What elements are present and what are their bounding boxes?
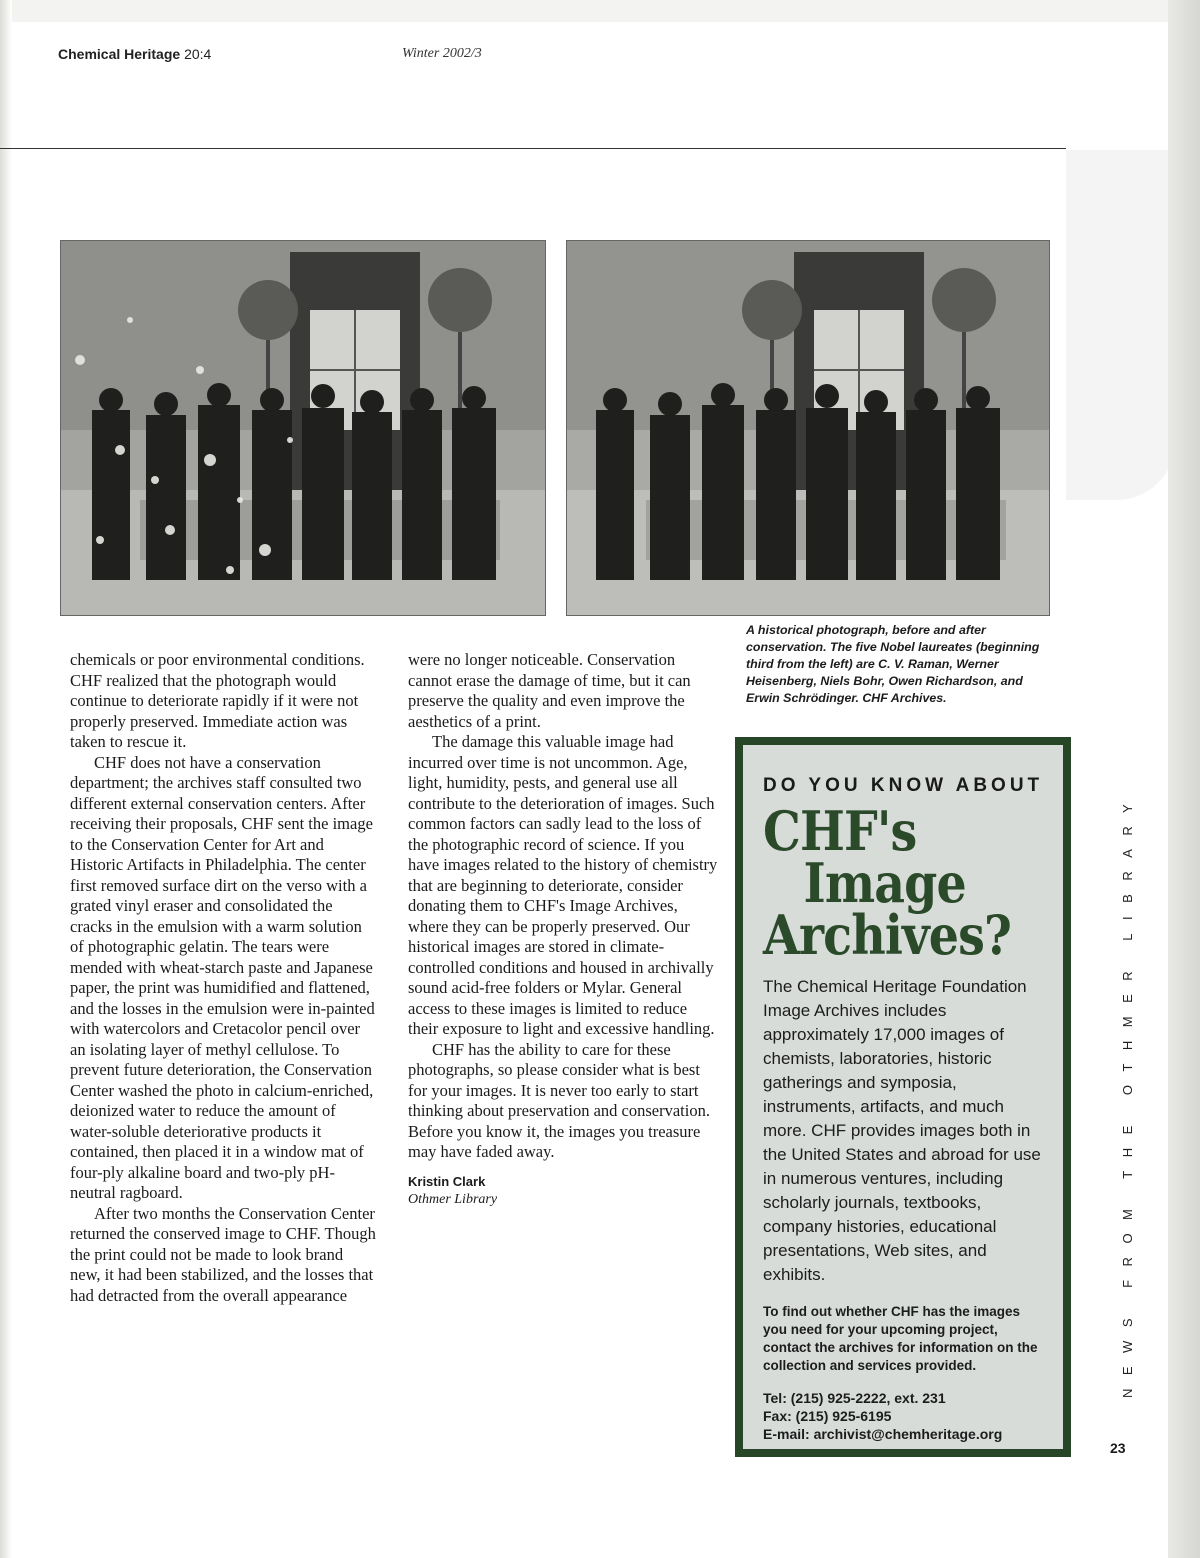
photo-caption: A historical photograph, before and after conservation. The five Nobel laureates (beginning third from the left) are C. V. Raman, Werner Heisenberg, Niels Bohr, Owen Richardson, and Erwin Schrödinger. CHF Archives.: [746, 623, 1040, 705]
ad-panel: [743, 745, 1063, 1449]
ad-title-line-1: CHF's: [763, 799, 917, 863]
bleed-through-shape: [1066, 150, 1176, 500]
ad-title-line-2: Image: [803, 851, 966, 915]
author-name: Kristin Clark: [408, 1173, 486, 1189]
ad-title-line-3: Archives?: [763, 903, 1011, 967]
article-column-1: [70, 650, 376, 1306]
paragraph: CHF has the ability to care for these photographs, so please consider what is best for your images. It is never too early to start thinking about preservation and conservation. Before you know it, the images you treasure may have faded away.: [408, 1039, 710, 1161]
page-right-edge: [1168, 0, 1200, 1558]
ad-title: [763, 799, 1011, 967]
paragraph: were no longer noticeable. Conservation cannot erase the damage of time, but it can preserve the quality and even improve the aesthetics of a print.: [408, 650, 691, 731]
page-number: 23: [1110, 1440, 1126, 1456]
photo-after-conservation: [566, 240, 1050, 616]
page-top-edge: [0, 0, 1200, 22]
image-archives-ad: [735, 737, 1071, 1457]
ad-kicker: DO YOU KNOW ABOUT: [763, 775, 1044, 796]
paragraph: After two months the Conservation Center returned the conserved image to CHF. Though the print could not be made to look brand new, it had been stabilized, and the losses that had detracted from the overall appearance: [70, 1203, 376, 1305]
fax: Fax: (215) 925-6195: [763, 1408, 892, 1424]
paragraph: CHF does not have a conservation department; the archives staff consulted two different external conservation centers. After receiving their proposals, CHF sent the image to the Conservation Center for Art and Historic Artifacts in Philadelphia. The center first removed surface dirt on the verso with a grated vinyl eraser and consolidated the cracks in the emulsion with a warm solution of photographic gelatin. The tears were mended with wheat-starch paste and Japanese paper, the print was humidified and flattened, and the losses in the emulsion were in-painted with watercolors and Cretacolor pencil over an isolating layer of methyl cellulose. To prevent future deterioration, the Conservation Center washed the photo in calcium-enriched, deionized water to reduce the amount of water-soluble deteriorative products it contained, then placed it in a window mat of four-ply alkaline board and two-ply pH-neutral ragboard.: [70, 752, 375, 1202]
section-label: NEWS FROM THE OTHMER LIBRARY: [1120, 790, 1135, 1398]
issue-season: Winter 2002/3: [402, 46, 482, 61]
journal-name: Chemical Heritage: [58, 46, 181, 62]
ad-body: The Chemical Heritage Foundation Image Archives includes approximately 17,000 images of chemists, laboratories, historic gatherings and symposia, instruments, artifacts, and much more. CHF provides images both in the United States and abroad for use in numerous ventures, including scholarly journals, textbooks, company histories, educational presentations, Web sites, and exhibits.: [763, 977, 1041, 1284]
paragraph: The damage this valuable image had incurred over time is not uncommon. Age, light, humidity, pests, and general use all contribute to the deterioration of images. Such common factors can sadly lead to the loss of the photographic record of science. If you have images related to the history of chemistry that are beginning to deteriorate, consider donating them to CHF's Image Archives, where they can be properly preserved. Our historical images are stored in climate-controlled conditions and housed in archivally sound acid-free folders or Mylar. General access to these images is limited to reduce their exposure to light and excessive handling.: [408, 732, 718, 1038]
article-column-2: [408, 650, 718, 1209]
paragraph: chemicals or poor environmental conditions. CHF realized that the photograph would continue to deteriorate rapidly if it were not properly preserved. Immediate action was taken to rescue it.: [70, 650, 365, 751]
author-affiliation: Othmer Library: [408, 1191, 498, 1207]
header-rule: [0, 148, 1066, 149]
email-link[interactable]: E-mail: archivist@chemheritage.org: [763, 1426, 1003, 1442]
binding-shadow: [0, 0, 12, 1558]
photo-before-conservation: [60, 240, 546, 616]
ad-call-to-action: To find out whether CHF has the images you need for your upcoming project, contact the archives for information on the collection and services provided.: [763, 1304, 1038, 1373]
telephone: Tel: (215) 925-2222, ext. 231: [763, 1390, 946, 1406]
running-header: [58, 46, 211, 62]
ad-contact: [763, 1389, 1043, 1443]
issue-number: 20:4: [184, 46, 212, 62]
